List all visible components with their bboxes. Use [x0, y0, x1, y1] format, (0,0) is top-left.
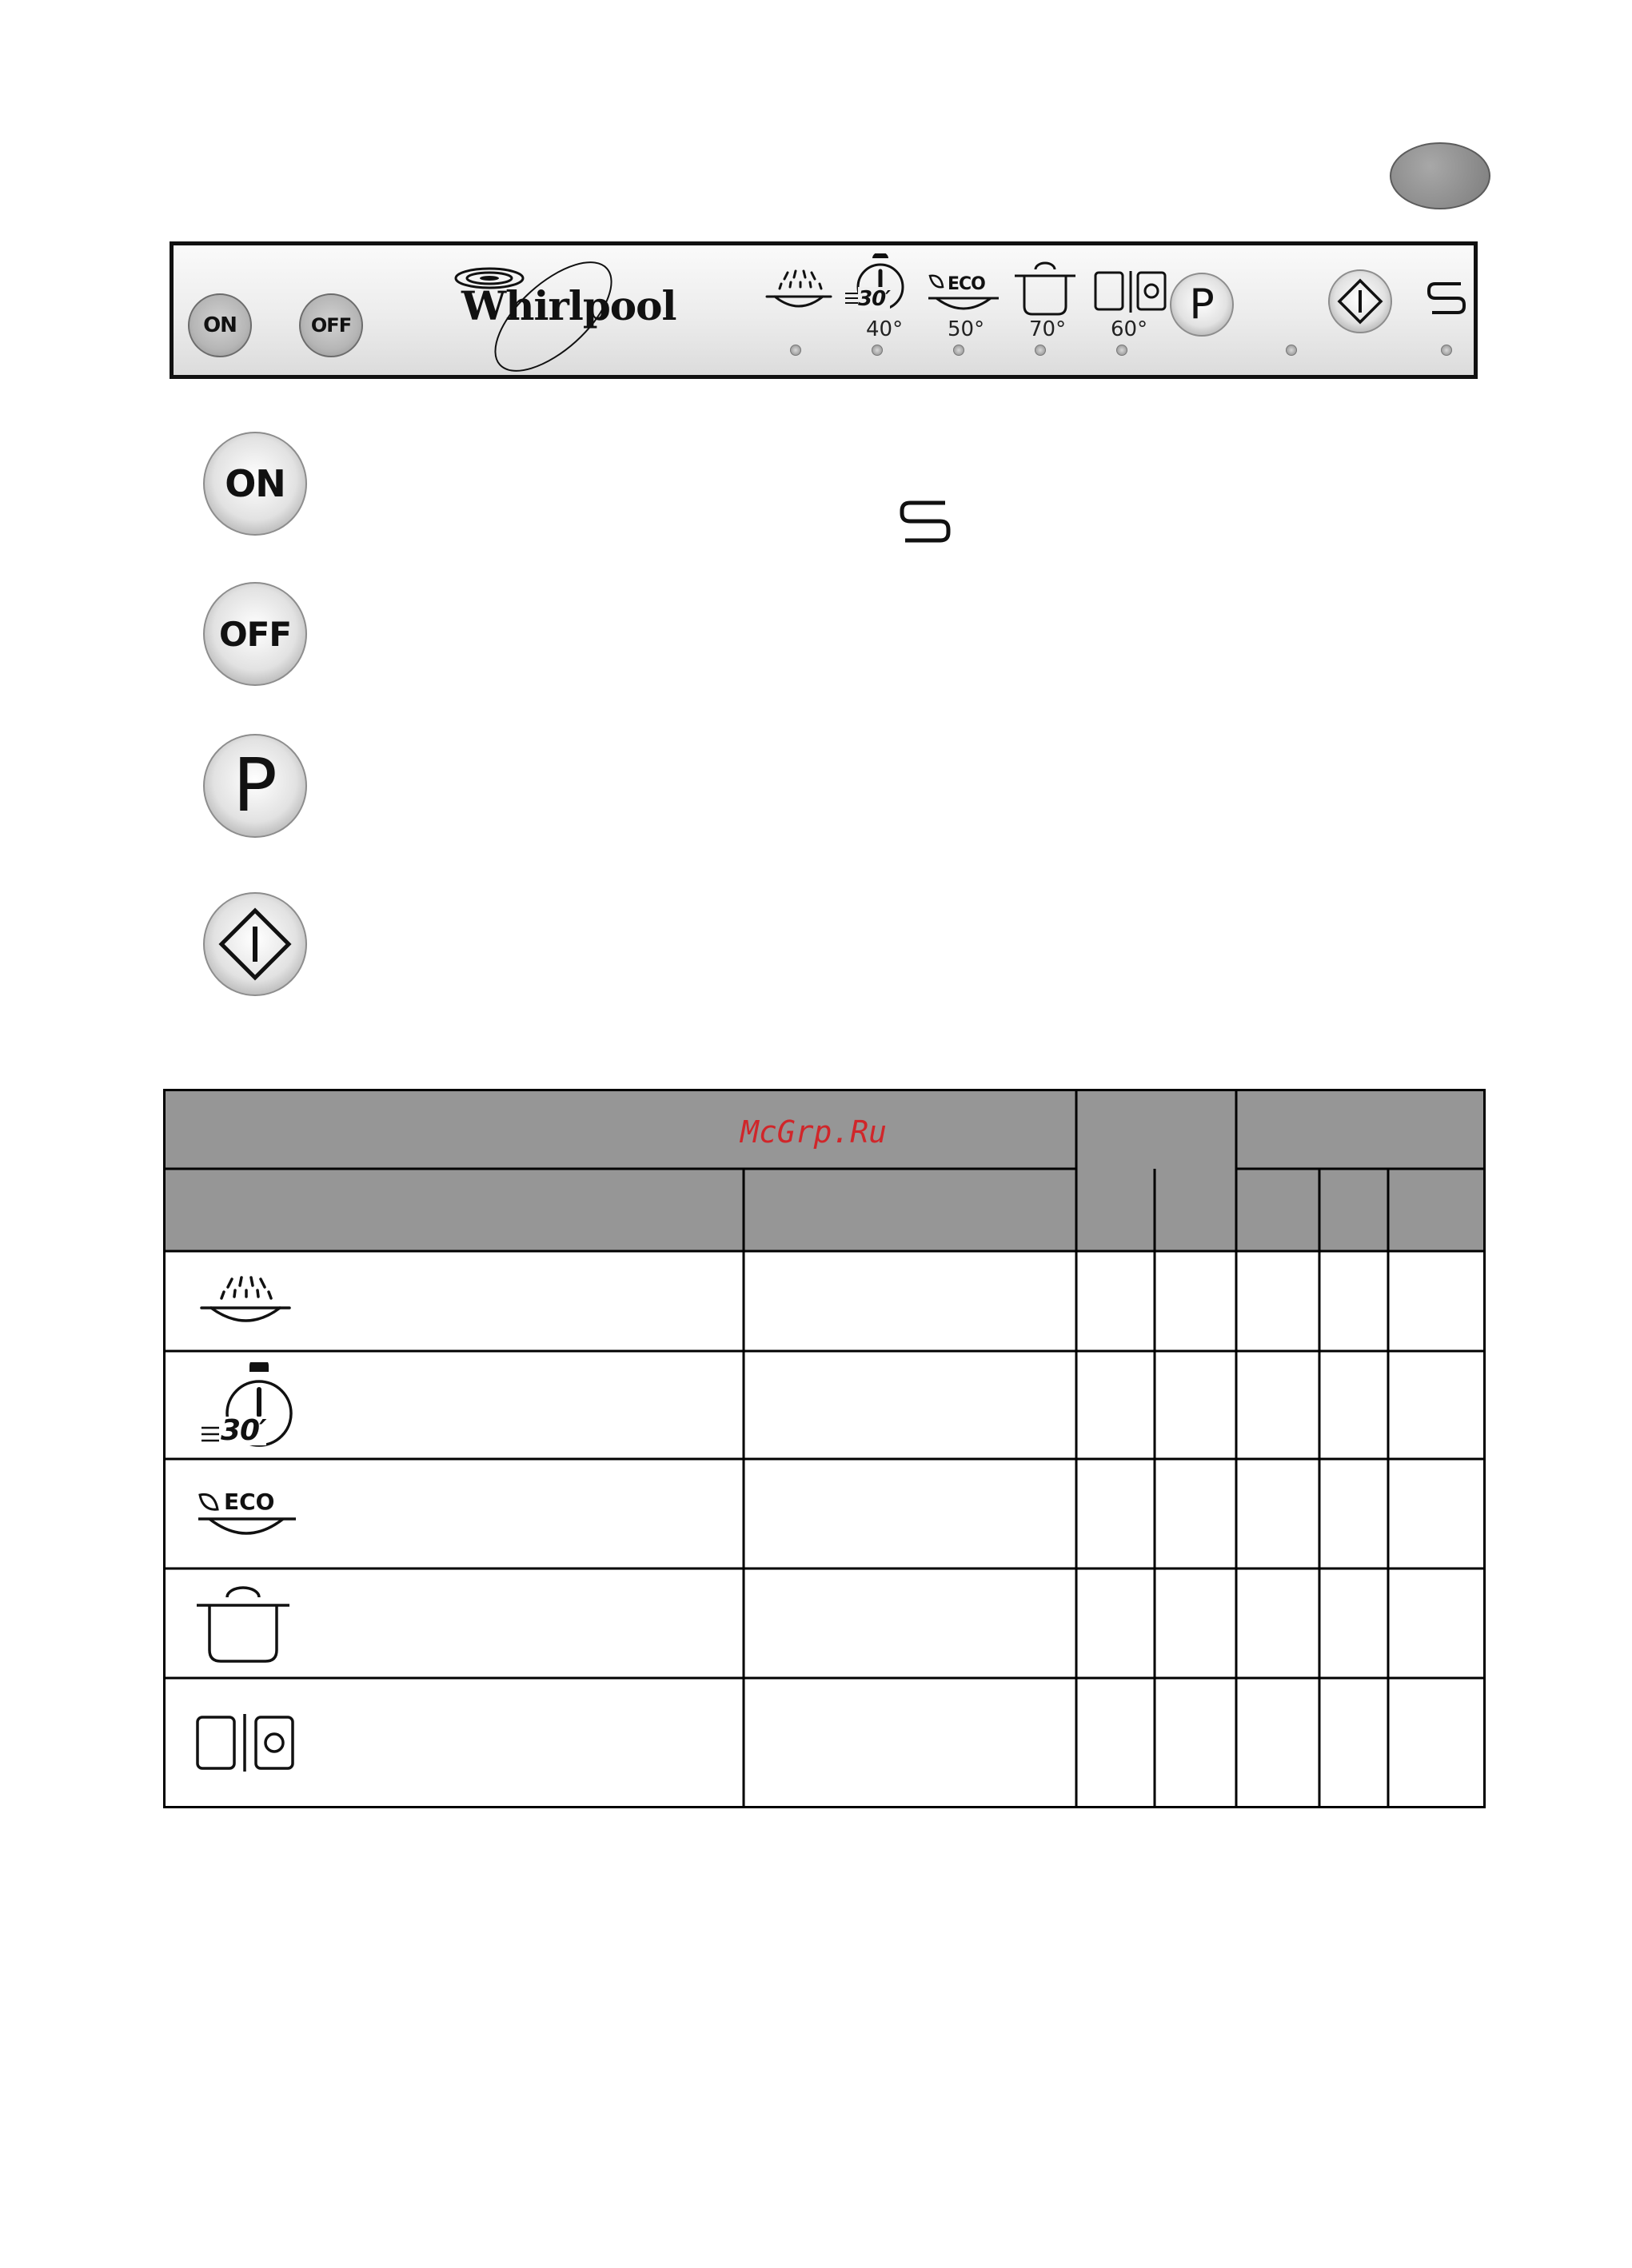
panel-start-button[interactable]	[1328, 269, 1392, 333]
table-row-eco-icon	[195, 1489, 299, 1556]
control-panel	[170, 241, 1478, 379]
program-led	[790, 345, 801, 356]
temp-label: 40°	[866, 317, 904, 341]
salt-indicator-icon	[899, 499, 952, 545]
start-diamond-icon	[1337, 278, 1383, 325]
temp-label: 60°	[1111, 317, 1148, 341]
panel-half-load-icon	[1093, 269, 1168, 314]
legend-program-label: P	[233, 743, 277, 828]
panel-prewash-icon	[764, 268, 834, 322]
temp-label: 50°	[948, 317, 985, 341]
panel-off-button[interactable]	[299, 293, 363, 357]
panel-on-label: ON	[203, 313, 237, 337]
panel-eco-label: ECO	[948, 274, 985, 294]
panel-program-button[interactable]	[1170, 273, 1234, 337]
panel-off-label: OFF	[310, 314, 352, 337]
program-led	[953, 345, 964, 356]
start-led	[1286, 345, 1297, 356]
table-row-eco-label: ECO	[224, 1489, 275, 1515]
salt-led	[1441, 345, 1452, 356]
legend-start-button[interactable]	[203, 892, 307, 996]
brand-name: Whirlpool	[461, 282, 676, 329]
table-row-prewash-icon	[198, 1274, 293, 1333]
panel-quick-wash-icon	[844, 253, 916, 317]
panel-salt-icon	[1426, 281, 1467, 316]
panel-intensive-icon	[1013, 258, 1077, 319]
panel-quick-wash-label: 30′	[858, 287, 891, 311]
panel-program-label: P	[1189, 281, 1215, 329]
table-row-quick-wash-label: 30′	[221, 1414, 266, 1447]
panel-on-button[interactable]	[188, 293, 252, 357]
start-diamond-icon	[217, 906, 293, 983]
temp-label: 70°	[1029, 317, 1067, 341]
table-row-half-load-icon	[195, 1712, 297, 1773]
legend-on-label: ON	[225, 462, 285, 505]
program-table-grid	[163, 1089, 1486, 1808]
brand-logo	[453, 257, 693, 377]
table-row-quick-wash-icon	[198, 1362, 297, 1455]
page-number-badge	[1390, 142, 1490, 209]
legend-on-button[interactable]	[203, 432, 307, 536]
watermark: McGrp.Ru	[740, 1114, 888, 1150]
program-led	[872, 345, 883, 356]
legend-program-button[interactable]	[203, 734, 307, 838]
legend-off-label: OFF	[218, 614, 292, 654]
legend-off-button[interactable]	[203, 582, 307, 686]
program-led	[1035, 345, 1046, 356]
panel-eco-icon	[927, 271, 1000, 322]
program-table	[163, 1089, 1486, 1808]
program-led	[1116, 345, 1127, 356]
table-row-intensive-icon	[195, 1583, 291, 1666]
